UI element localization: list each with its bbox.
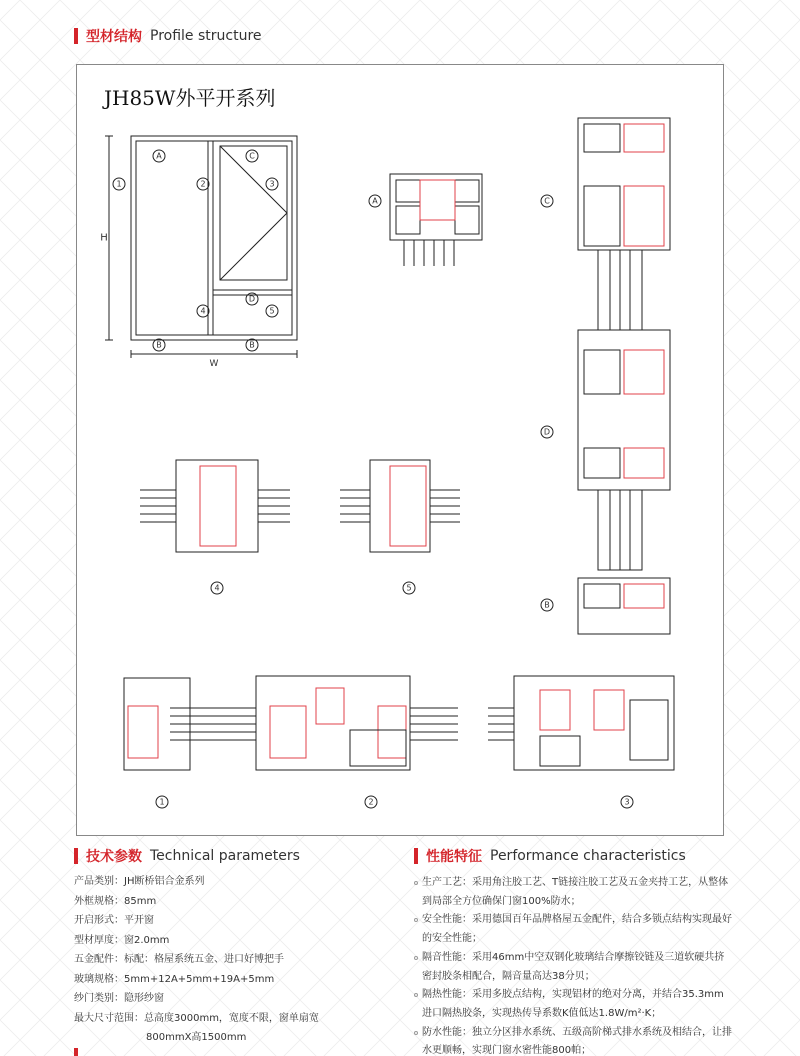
tech-value: 标配：格屋系统五金、进口好博把手	[124, 954, 284, 965]
tech-row	[74, 911, 374, 931]
perf-title-en: Performance characteristics	[490, 848, 686, 864]
next-section-accent-bar	[74, 1048, 78, 1056]
perf-item	[414, 949, 732, 986]
tech-key: 型材厚度：	[74, 934, 124, 946]
section-2	[220, 676, 458, 770]
profile-title-en: Profile structure	[150, 28, 262, 44]
perf-text: 安全性能：采用德国百年品牌格屋五金配件，结合多锁点结构实现最好的安全性能；	[422, 914, 732, 945]
bullet-icon	[414, 881, 418, 885]
window-elevation	[105, 136, 297, 358]
tech-value: 平开窗	[124, 915, 154, 926]
label-c-section: C	[544, 196, 550, 206]
heading-accent-bar	[414, 848, 418, 864]
perf-text: 隔音性能：采用46mm中空双钢化玻璃结合摩擦铰链及三道软硬共挤密封胶条相配合，隔音量高达38分贝；	[422, 951, 725, 982]
label-1-section: 1	[159, 797, 165, 807]
label-4-elev: 4	[200, 306, 206, 316]
label-b-elev-right: B	[249, 340, 255, 350]
profile-title-zh: 型材结构	[86, 29, 142, 45]
label-1-elev: 1	[116, 179, 122, 189]
tech-row	[74, 989, 374, 1009]
label-d-elev: D	[248, 294, 256, 304]
heading-accent-bar	[74, 848, 78, 864]
label-2-elev: 2	[200, 179, 206, 189]
perf-text: 生产工艺：采用角注胶工艺、T链接注胶工艺及五金夹持工艺，从整体到局部全方位确保门窗100%防水；	[422, 877, 729, 907]
tech-row	[74, 970, 374, 990]
bullet-icon	[414, 956, 418, 960]
tech-row	[74, 1009, 374, 1029]
perf-item	[414, 874, 732, 911]
tech-value: 85mm	[124, 895, 157, 907]
tech-key: 开启形式：	[74, 915, 124, 926]
section-3	[488, 676, 674, 770]
perf-item	[414, 986, 732, 1023]
tech-continuation: 800mmX高1500mm	[146, 1032, 247, 1043]
tech-row	[74, 931, 374, 951]
label-3-section: 3	[624, 797, 630, 807]
tech-value: 总高度3000mm，宽度不限，窗单扇宽	[144, 1012, 319, 1024]
technical-parameters-heading	[74, 846, 300, 866]
label-5-elev: 5	[269, 306, 275, 316]
tech-key: 纱门类别：	[74, 993, 124, 1004]
tech-key: 外框规格：	[74, 895, 124, 907]
performance-heading	[414, 846, 686, 866]
tech-key: 最大尺寸范围：	[74, 1012, 144, 1024]
tech-title-en: Technical parameters	[150, 848, 300, 864]
tech-row	[74, 892, 374, 912]
perf-text: 防水性能：独立分区排水系统、五级高阶梯式排水系统及相结合，让排水更顺畅，实现门窗水密性能800帕；	[422, 1026, 732, 1056]
tech-value: 5mm+12A+5mm+19A+5mm	[124, 973, 275, 985]
label-5-section: 5	[406, 583, 412, 593]
section-5	[340, 460, 460, 552]
tech-key: 产品类别：	[74, 876, 124, 887]
perf-item	[414, 911, 732, 948]
section-a	[390, 174, 482, 266]
perf-text: 隔热性能：采用多胶点结构，实现铝材的绝对分离，并结合35.3mm进口隔热胶条，实现热传导系数K值低达1.8W/m²·K；	[422, 989, 724, 1019]
perf-item	[414, 1024, 732, 1056]
series-title: JH85W外平开系列	[104, 86, 276, 110]
tech-value: 隐形纱窗	[124, 993, 164, 1004]
label-b-elev-left: B	[156, 340, 162, 350]
tech-value: JH断桥铝合金系列	[124, 876, 205, 887]
label-a-elev: A	[156, 151, 162, 161]
perf-title-zh: 性能特征	[426, 849, 482, 865]
label-2-section: 2	[368, 797, 374, 807]
tech-row	[74, 872, 374, 892]
performance-list	[414, 874, 732, 1056]
label-d-section: D	[543, 427, 551, 437]
technical-parameters-list	[74, 872, 374, 1048]
label-b-section: B	[544, 600, 550, 610]
section-c-d-b	[578, 118, 670, 634]
label-4-section: 4	[214, 583, 220, 593]
bullet-icon	[414, 1031, 418, 1035]
tech-key: 五金配件：	[74, 954, 124, 965]
label-3-elev: 3	[269, 179, 275, 189]
bullet-icon	[414, 918, 418, 922]
tech-title-zh: 技术参数	[86, 849, 142, 865]
tech-row	[74, 950, 374, 970]
dim-width-label: W	[209, 359, 219, 369]
label-a-section: A	[372, 196, 378, 206]
tech-value: 窗2.0mm	[124, 934, 170, 946]
dim-height-label: H	[100, 232, 108, 244]
bullet-icon	[414, 993, 418, 997]
tech-key: 玻璃规格：	[74, 973, 124, 985]
label-c-elev: C	[249, 151, 255, 161]
section-4	[140, 460, 290, 552]
circle-labels	[113, 150, 633, 808]
